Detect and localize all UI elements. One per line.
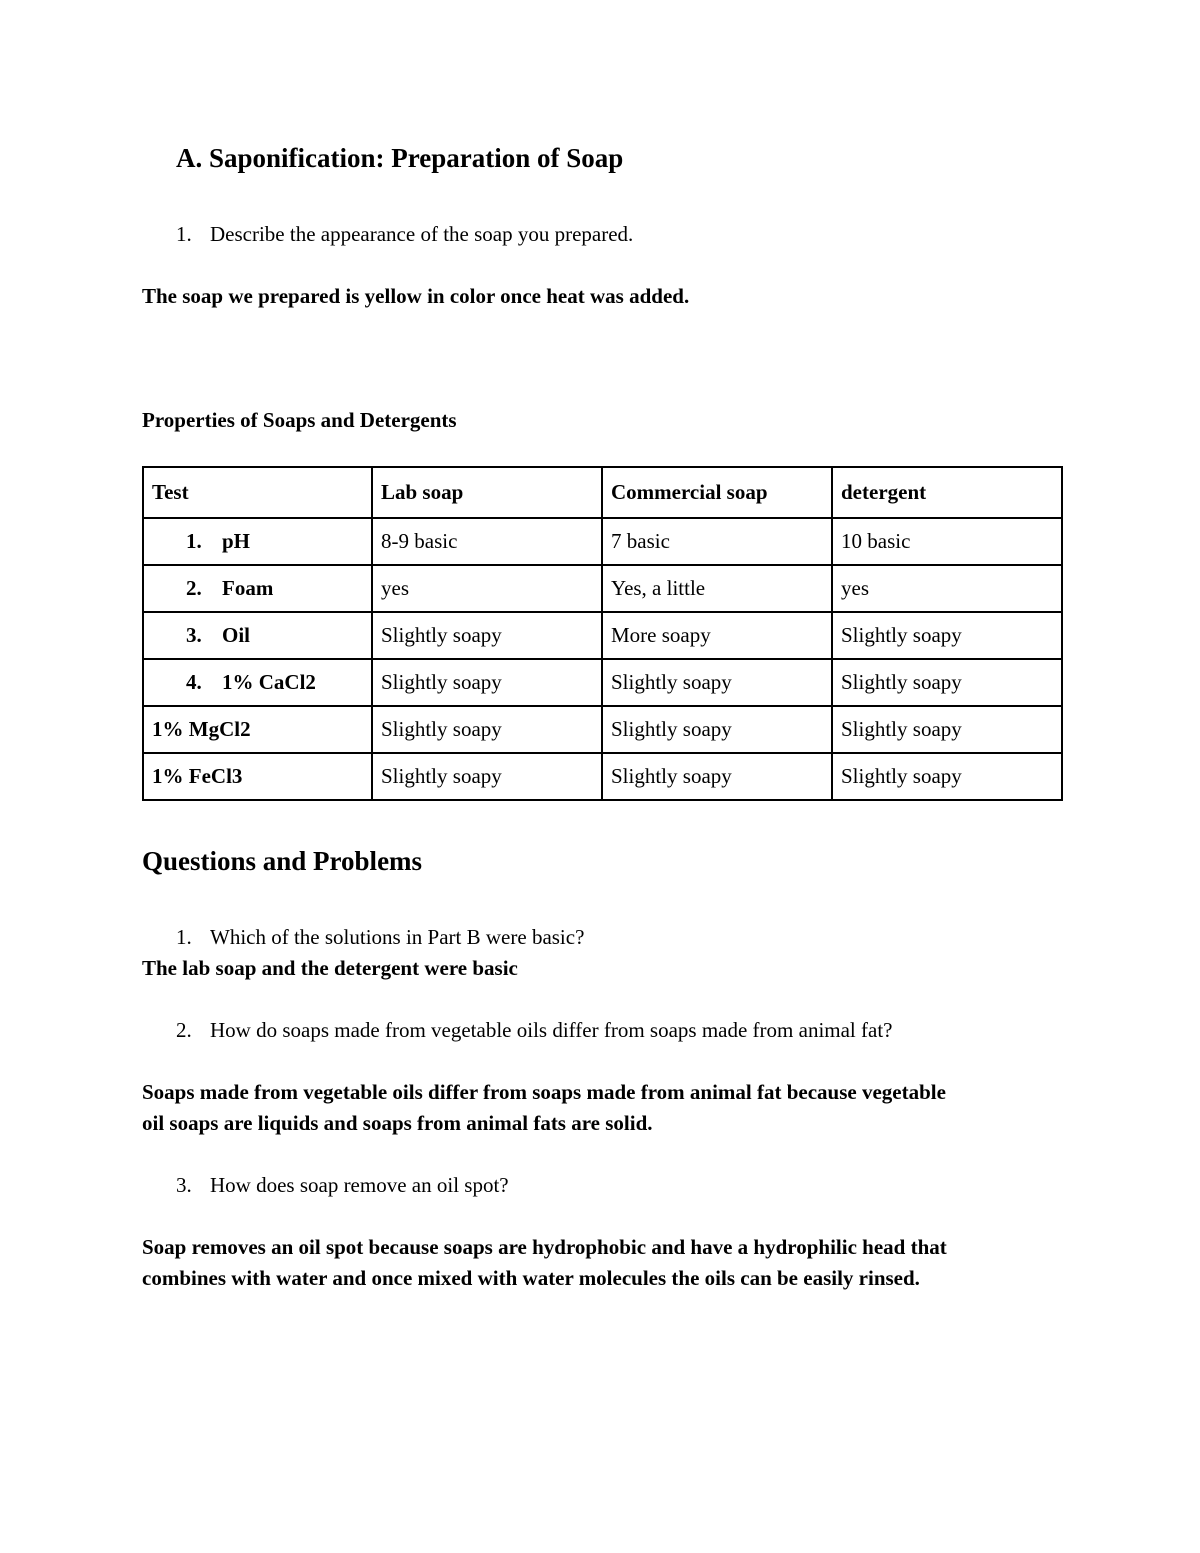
row-number: 3.: [186, 623, 202, 647]
table-header-row: [143, 467, 1062, 518]
question-text: Which of the solutions in Part B were basic?: [210, 925, 585, 949]
question-1: [176, 925, 584, 950]
value-cell: More soapy: [602, 612, 832, 659]
table-row: [143, 565, 1062, 612]
value-cell: Slightly soapy: [832, 612, 1062, 659]
value-cell: Slightly soapy: [832, 753, 1062, 800]
value-cell: Yes, a little: [602, 565, 832, 612]
test-name: pH: [222, 529, 251, 553]
test-cell: [143, 612, 372, 659]
answer-3-line: combines with water and once mixed with water molecules the oils can be easily rinsed.: [142, 1266, 920, 1290]
table-row: [143, 753, 1062, 800]
value-cell: yes: [832, 565, 1062, 612]
table-row: [143, 706, 1062, 753]
value-cell: Slightly soapy: [372, 706, 602, 753]
properties-table: [142, 466, 1063, 801]
question-2: [176, 1018, 893, 1043]
header-cell-detergent: detergent: [832, 467, 1062, 518]
question-number: 1.: [176, 222, 192, 246]
question-number: 2.: [176, 1018, 192, 1042]
value-cell: 10 basic: [832, 518, 1062, 565]
section-a-answer: The soap we prepared is yellow in color once heat was added.: [142, 284, 690, 308]
question-number: 3.: [176, 1173, 192, 1197]
table-row: [143, 612, 1062, 659]
table-row: [143, 659, 1062, 706]
header-cell-test: Test: [143, 467, 372, 518]
value-cell: Slightly soapy: [372, 659, 602, 706]
test-name: 1% CaCl2: [222, 670, 316, 694]
test-name: Foam: [222, 576, 274, 600]
table-heading: Properties of Soaps and Detergents: [142, 408, 457, 432]
test-cell: [143, 565, 372, 612]
answer-2-line: Soaps made from vegetable oils differ from soaps made from animal fat because vegetable: [142, 1080, 946, 1104]
question-text: How do soaps made from vegetable oils differ from soaps made from animal fat?: [210, 1018, 893, 1042]
section-a-question: [176, 222, 633, 247]
row-number: 4.: [186, 670, 202, 694]
questions-section-title: Questions and Problems: [142, 846, 423, 876]
value-cell: 8-9 basic: [372, 518, 602, 565]
question-text: Describe the appearance of the soap you prepared.: [210, 222, 634, 246]
row-number: 2.: [186, 576, 202, 600]
value-cell: 7 basic: [602, 518, 832, 565]
test-cell: 1% FeCl3: [143, 753, 372, 800]
question-3: [176, 1173, 509, 1198]
value-cell: Slightly soapy: [832, 659, 1062, 706]
answer-1-line: The lab soap and the detergent were basic: [142, 956, 518, 980]
value-cell: Slightly soapy: [602, 659, 832, 706]
test-cell: [143, 659, 372, 706]
value-cell: yes: [372, 565, 602, 612]
test-name: Oil: [222, 623, 251, 647]
value-cell: Slightly soapy: [372, 753, 602, 800]
value-cell: Slightly soapy: [602, 753, 832, 800]
question-number: 1.: [176, 925, 192, 949]
table-row: [143, 518, 1062, 565]
value-cell: Slightly soapy: [602, 706, 832, 753]
test-cell: 1% MgCl2: [143, 706, 372, 753]
question-text: How does soap remove an oil spot?: [210, 1173, 509, 1197]
value-cell: Slightly soapy: [832, 706, 1062, 753]
section-a-title: A. Saponification: Preparation of Soap: [176, 143, 624, 173]
answer-2-line: oil soaps are liquids and soaps from animal fats are solid.: [142, 1111, 653, 1135]
test-cell: [143, 518, 372, 565]
header-cell-commercial-soap: Commercial soap: [602, 467, 832, 518]
value-cell: Slightly soapy: [372, 612, 602, 659]
row-number: 1.: [186, 529, 202, 553]
header-cell-lab-soap: Lab soap: [372, 467, 602, 518]
answer-3-line: Soap removes an oil spot because soaps are hydrophobic and have a hydrophilic head that: [142, 1235, 947, 1259]
